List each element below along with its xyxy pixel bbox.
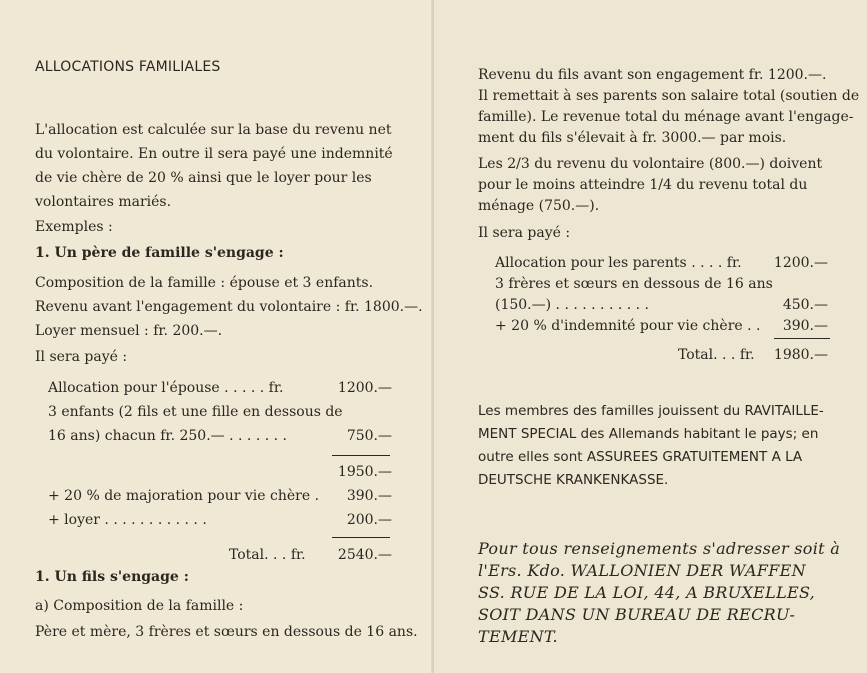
case1-title: 1. Un père de famille s'engage :: [35, 245, 284, 261]
case1-desc-1: Composition de la famille : épouse et 3 enfants.: [35, 275, 374, 291]
p3-line-2: MENT SPECIAL des Allemands habitant le pays; en: [478, 426, 819, 442]
p4-line-1: Pour tous renseignements s'adresser soit à: [478, 539, 841, 558]
case1-sera-paye: Il sera payé :: [35, 349, 128, 365]
p1-line-4: ment du fils s'élevait à fr. 3000.— par mois.: [478, 130, 787, 146]
case1-total-label: Total. . . fr.: [229, 547, 306, 563]
p4-line-3: SS. RUE DE LA LOI, 44, A BRUXELLES,: [478, 583, 816, 602]
case1-value-4: 390.—: [346, 488, 392, 504]
case2-title: 1. Un fils s'engage :: [35, 569, 189, 585]
case2-line-3: (150.—) . . . . . . . . . . .: [495, 297, 649, 313]
intro-line-4: volontaires mariés.: [35, 194, 172, 210]
case1-value-5: 200.—: [346, 512, 392, 528]
case1-total: 2540.—: [337, 547, 392, 563]
p4-line-2: l'Ers. Kdo. WALLONIEN DER WAFFEN: [478, 561, 806, 580]
case2-line-a: a) Composition de la famille :: [35, 598, 244, 614]
case1-line-1: Allocation pour l'épouse . . . . . fr.: [48, 380, 284, 396]
p2-line-2: pour le moins atteindre 1/4 du revenu total du: [478, 177, 808, 193]
p2-line-1: Les 2/3 du revenu du volontaire (800.—) doivent: [478, 156, 823, 172]
p2-line-3: ménage (750.—).: [478, 198, 600, 214]
page-heading: ALLOCATIONS FAMILIALES: [35, 59, 221, 75]
p4-line-4: SOIT DANS UN BUREAU DE RECRU-: [478, 605, 796, 624]
case2-total-label: Total. . . fr.: [678, 347, 755, 363]
case2-total: 1980.—: [773, 347, 828, 363]
case2-value-4: 390.—: [782, 318, 828, 334]
case2-value-3: 450.—: [782, 297, 828, 313]
p3-line-4: DEUTSCHE KRANKENKASSE.: [478, 472, 669, 488]
case1-value-1: 1200.—: [337, 380, 392, 396]
case1-total-rule: [332, 537, 390, 538]
p1-line-3: famille). Le revenue total du ménage avant l'engage-: [478, 109, 854, 125]
case2-total-rule: [774, 338, 830, 339]
case1-subtotal-rule: [332, 455, 390, 456]
case1-subtotal: 1950.—: [337, 464, 392, 480]
case2-line-2: 3 frères et sœurs en dessous de 16 ans: [495, 276, 773, 292]
examples-label: Exemples :: [35, 219, 113, 235]
case1-line-3: 16 ans) chacun fr. 250.— . . . . . . .: [48, 428, 287, 444]
p1-line-1: Revenu du fils avant son engagement fr. 1200.—.: [478, 67, 827, 83]
case2-value-1: 1200.—: [773, 255, 828, 271]
right-page: [434, 0, 867, 673]
case1-desc-3: Loyer mensuel : fr. 200.—.: [35, 323, 223, 339]
case2-line-1: Allocation pour les parents . . . . fr.: [495, 255, 742, 271]
intro-line-3: de vie chère de 20 % ainsi que le loyer pour les: [35, 170, 372, 186]
p1-line-2: Il remettait à ses parents son salaire total (soutien de: [478, 88, 860, 104]
p3-line-3: outre elles sont ASSUREES GRATUITEMENT A LA: [478, 449, 803, 465]
case2-line-b: Père et mère, 3 frères et sœurs en dessous de 16 ans.: [35, 624, 418, 640]
case1-line-4: + 20 % de majoration pour vie chère .: [48, 488, 320, 504]
case1-line-5: + loyer . . . . . . . . . . . .: [48, 512, 207, 528]
p3-line-1: Les membres des familles jouissent du RAVITAILLE-: [478, 403, 824, 419]
intro-line-1: L'allocation est calculée sur la base du revenu net: [35, 122, 392, 138]
case1-line-2: 3 enfants (2 fils et une fille en dessous de: [48, 404, 343, 420]
case1-value-3: 750.—: [346, 428, 392, 444]
case2-sera-paye: Il sera payé :: [478, 225, 571, 241]
p4-line-5: TEMENT.: [478, 627, 558, 646]
case1-desc-2: Revenu avant l'engagement du volontaire : fr. 1800.—.: [35, 299, 423, 315]
intro-line-2: du volontaire. En outre il sera payé une indemnité: [35, 146, 393, 162]
case2-line-4: + 20 % d'indemnité pour vie chère . .: [495, 318, 761, 334]
